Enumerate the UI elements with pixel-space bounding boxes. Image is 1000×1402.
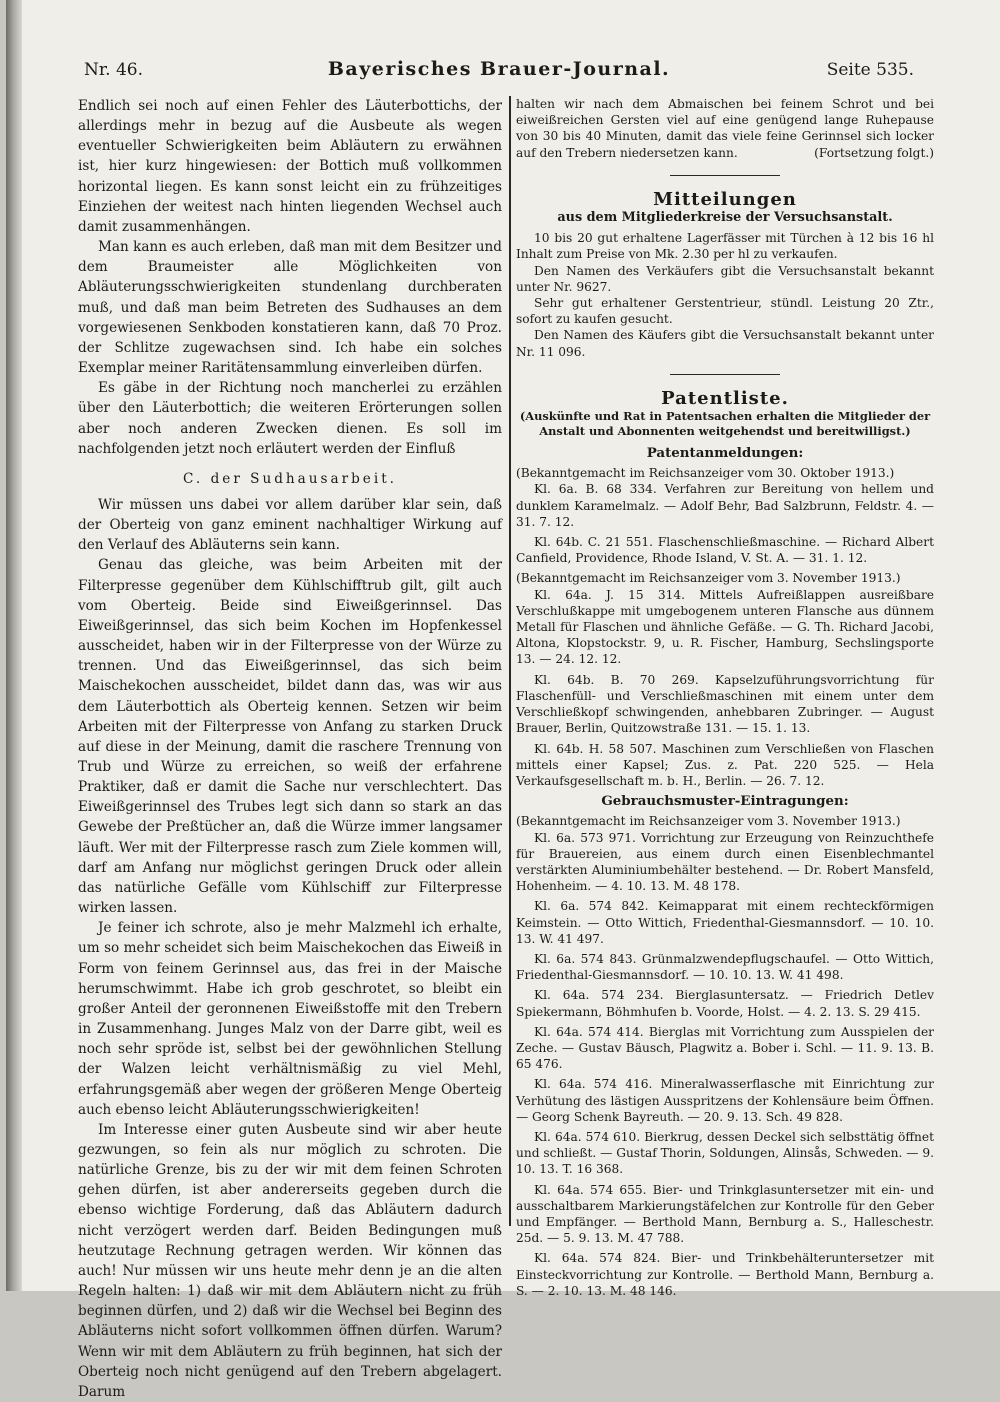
binding-gutter <box>6 0 22 1291</box>
patentanmeldungen-heading: Patentanmeldungen: <box>646 445 804 462</box>
utility-model-entry: Kl. 6a. 574 842. Keimapparat mit einem rechteckförmigen Keimstein. — Otto Wittich, Friedenthal-Giesmannsdorf. — 10. 10. 13. W. 41 497. <box>516 899 934 946</box>
notice-item: Den Namen des Verkäufers gibt die Versuchsanstalt bekannt unter Nr. 9627. <box>516 263 934 294</box>
continuation-paragraph <box>516 96 934 161</box>
gebrauchsmuster-heading: Gebrauchsmuster-Eintragungen: <box>601 793 849 810</box>
notice-item: 10 bis 20 gut erhaltene Lagerfässer mit Türchen à 12 bis 16 hl Inhalt zum Preise von Mk. 2.30 per hl zu verkaufen. <box>516 231 934 262</box>
continuation-text: halten wir nach dem Abmaischen bei feinem Schrot und bei eiweißreichen Gersten viel auf eine genügend lange Ruhepause von 30 bis 40 Minuten, damit das viele feine Gerinnsel sich locker auf den Trebern niedersetzen kann. <box>516 97 934 160</box>
patent-entry: Kl. 64b. B. 70 269. Kapselzuführungsvorrichtung für Flaschenfüll- und Verschließmaschinen mit einem unter dem Verschließkopf schwingenden, anhebbaren Zubringer. — August Brauer, Berlin, Quitzowstraße 131. — 15. 1. 13. <box>516 672 934 736</box>
announcement-line: (Bekanntgemacht im Reichsanzeiger vom 30. Oktober 1913.) <box>516 466 895 481</box>
utility-model-entry: Kl. 64a. 574 655. Bier- und Trinkglasuntersetzer mit ein- und ausschaltbarem Markierungstäfelchen zur Kontrolle für den Geber und Empfänger. — Berthold Mann, Bernburg a. S., Halleschestr. 25d. — 5. 9. 13. M. 47 788. <box>516 1182 934 1246</box>
paragraph: Man kann es auch erleben, daß man mit dem Besitzer und dem Braumeister alle Möglichkeiten von Abläuterungsschwierigkeiten stundenlang durchberaten muß, und daß man beim Betreten des Sudhauses an dem vorgewiesenen Senkboden konstatieren kann, daß 70 Proz. der Schlitze zugewachsen sind. Ich habe ein solches Exemplar meiner Raritätensammlung einverleiben dürfen. <box>78 239 502 377</box>
paragraph: Genau das gleiche, was beim Arbeiten mit der Filterpresse gegenüber dem Kühlschifftrub gilt, gilt auch vom Oberteig. Beide sind Eiweißgerinnsel. Das Eiweißgerinnsel, das sich beim Kochen im Hopfenkessel ausscheidet, haben wir in der Filterpresse von der Würze zu trennen. Und das Eiweißgerinnsel, das sich beim Maischekochen ausscheidet, bildet dann das, was wir aus dem Läuterbottich als Oberteig kennen. Setzen wir beim Arbeiten mit der Filterpresse von Anfang zu starken Druck auf diese in der Meinung, damit die raschere Trennung von Trub und Würze zu erreichen, so weiß der erfahrene Praktiker, daß er damit die Sache nur verschlechtert. Das Eiweißgerinnsel des Trubes legt sich dann so stark an das Gewebe der Preßtücher an, daß die Würze immer langsamer läuft. Wer mit der Filterpresse rasch zum Ziele kommen will, darf am Anfang nur möglichst geringen Druck oder allein das natürliche Gefälle vom Kühlschiff zur Filterpresse wirken lassen. <box>78 557 502 917</box>
right-column <box>516 96 934 1303</box>
patent-entry: Kl. 6a. B. 68 334. Verfahren zur Bereitung von hellem und dunklem Karamelmalz. — Adolf Behr, Bad Salzbrunn, Feldstr. 4. — 31. 7. 12. <box>516 482 934 529</box>
utility-model-entry: Kl. 6a. 573 971. Vorrichtung zur Erzeugung von Reinzuchthefe für Brauereien, aus einem durch einen Eisenblechmantel verstärkten Aluminiumbehälter bestehend. — Dr. Robert Mansfeld, Hohenheim. — 4. 10. 13. M. 48 178. <box>516 830 934 894</box>
journal-title: Bayerisches Brauer-Journal. <box>327 58 671 80</box>
column-divider <box>509 96 511 1226</box>
paragraph: Endlich sei noch auf einen Fehler des Läuterbottichs, der allerdings mehr in bezug auf die Ausbeute als wegen eventueller Schwierigkeiten beim Abläutern zu erwähnen ist, hier kurz hingewiesen: der Bottich muß vollkommen horizontal liegen. Es kann sonst leicht ein zu frühzeitiges Einziehen der weitest nach hinten liegenden Wechsel auch damit zusammenhängen. <box>78 98 502 235</box>
patent-entry: Kl. 64a. J. 15 314. Mittels Aufreißlappen ausreißbare Verschlußkappe mit umgebogenem unteren Flansche aus dünnem Metall für Flaschen und ähnliche Gefäße. — G. Th. Richard Jacobi, Altona, Klopstockstr. 9, u. R. Fischer, Hamburg, Sechslingsporte 13. — 24. 12. 12. <box>516 587 934 667</box>
paragraph: Wir müssen uns dabei vor allem darüber klar sein, daß der Oberteig von ganz eminent nachhaltiger Wirkung auf den Verlauf des Abläuterns sein kann. <box>78 496 502 554</box>
separator-rule <box>670 374 780 375</box>
paragraph: Es gäbe in der Richtung noch mancherlei zu erzählen über den Läuterbottich; die weiteren Erörterungen sollen aber noch anderen Zwecken dienen. Es soll im nachfolgenden jetzt noch erläutert werden der Einfluß <box>78 380 502 457</box>
announcement-line: (Bekanntgemacht im Reichsanzeiger vom 3. November 1913.) <box>516 814 901 829</box>
paragraph: Im Interesse einer guten Ausbeute sind wir aber heute gezwungen, so fein als nur möglich zu schroten. Die natürliche Grenze, bis zu der wir mit dem feinen Schroten gehen dürfen, ist aber andererseits gegeben durch die ebenso wichtige Forderung, daß das Abläutern dadurch nicht verzögert werden darf. Beiden Bedingungen muß heutzutage Rechnung getragen werden. Wir können das auch! Nur müssen wir uns heute mehr denn je an die alten Regeln halten: 1) daß wir mit dem Abläutern nicht zu früh beginnen dürfen, und 2) daß wir die Wechsel bei Beginn des Abläuterns nicht sofort vollkommen öffnen dürfen. Warum? Wenn wir mit dem Abläutern zu früh beginnen, hat sich der Oberteig noch nicht genügend auf den Trebern abgelagert. Darum <box>78 1121 502 1400</box>
paragraph: Je feiner ich schrote, also je mehr Malzmehl ich erhalte, um so mehr scheidet sich beim Maischekochen das Eiweiß in Form von feinem Gerinnsel aus, das frei in der Maische herumschwimmt. Habe ich grob geschrotet, so bleibt ein großer Anteil der geronnenen Eiweißstoffe mit den Trebern in Zusammenhang. Junges Malz von der Darre gibt, weil es noch sehr spröde ist, selbst bei der gewöhnlichen Stellung der Walzen leicht verhältnismäßig zu viel Mehl, erfahrungsgemäß aber wegen der größeren Menge Oberteig auch ebenso leicht Abläuterungsschwierigkeiten! <box>78 920 502 1118</box>
journal-page <box>6 0 1000 1400</box>
announcement-line: (Bekanntgemacht im Reichsanzeiger vom 3. November 1913.) <box>516 571 901 586</box>
mitteilungen-heading: Mitteilungen <box>653 188 797 210</box>
section-title: C. der Sudhausarbeit. <box>183 470 397 487</box>
utility-model-entry: Kl. 64a. 574 234. Bierglasuntersatz. — Friedrich Detlev Spiekermann, Böhmhufen b. Voorde, Holst. — 4. 2. 13. S. 29 415. <box>516 988 934 1019</box>
issue-number: Nr. 46. <box>84 60 143 80</box>
notice-item: Den Namen des Käufers gibt die Versuchsanstalt bekannt unter Nr. 11 096. <box>516 328 934 359</box>
separator-rule <box>670 175 780 176</box>
utility-model-entry: Kl. 64a. 574 416. Mineralwasserflasche mit Einrichtung zur Verhütung des lästigen Ausspritzens der Kohlensäure beim Öffnen. — Georg Schenk Bayreuth. — 20. 9. 13. Sch. 49 828. <box>516 1077 934 1124</box>
page-number: Seite 535. <box>826 60 914 80</box>
patentliste-note: (Auskünfte und Rat in Patentsachen erhalten die Mitglieder der Anstalt und Abonnenten weitgehendst und bereitwilligst.) <box>519 409 931 439</box>
left-column <box>78 96 502 1402</box>
notice-item: Sehr gut erhaltener Gerstentrieur, stündl. Leistung 20 Ztr., sofort zu kaufen gesucht. <box>516 296 934 327</box>
mitteilungen-subheading: aus dem Mitgliederkreise der Versuchsanstalt. <box>557 210 893 226</box>
utility-model-entry: Kl. 64a. 574 824. Bier- und Trinkbehälteruntersetzer mit Einsteckvorrichtung zur Kontrolle. — Berthold Mann, Bernburg a. S. — 2. 10. 13. M. 48 146. <box>516 1251 934 1298</box>
continuation-note: (Fortsetzung folgt.) <box>814 145 934 160</box>
utility-model-entry: Kl. 64a. 574 610. Bierkrug, dessen Deckel sich selbsttätig öffnet und schließt. — Gustaf Thorin, Soldungen, Alinsås, Schweden. — 9. 10. 13. T. 16 368. <box>516 1129 934 1177</box>
patent-entry: Kl. 64b. H. 58 507. Maschinen zum Verschließen von Flaschen mittels einer Kapsel; Zus. z. Pat. 220 525. — Hela Verkaufsgesellschaft m. b. H., Berlin. — 26. 7. 12. <box>516 741 934 788</box>
patent-entry: Kl. 64b. C. 21 551. Flaschenschließmaschine. — Richard Albert Canfield, Providence, Rhode Island, V. St. A. — 31. 1. 12. <box>516 535 934 566</box>
page-header <box>84 60 914 88</box>
utility-model-entry: Kl. 6a. 574 843. Grünmalzwendepflugschaufel. — Otto Wittich, Friedenthal-Giesmannsdorf. — 10. 10. 13. W. 41 498. <box>516 951 934 983</box>
utility-model-entry: Kl. 64a. 574 414. Bierglas mit Vorrichtung zum Ausspielen der Zeche. — Gustav Bäusch, Plagwitz a. Bober i. Schl. — 11. 9. 13. B. 65 476. <box>516 1024 934 1072</box>
patentliste-heading: Patentliste. <box>661 387 789 409</box>
